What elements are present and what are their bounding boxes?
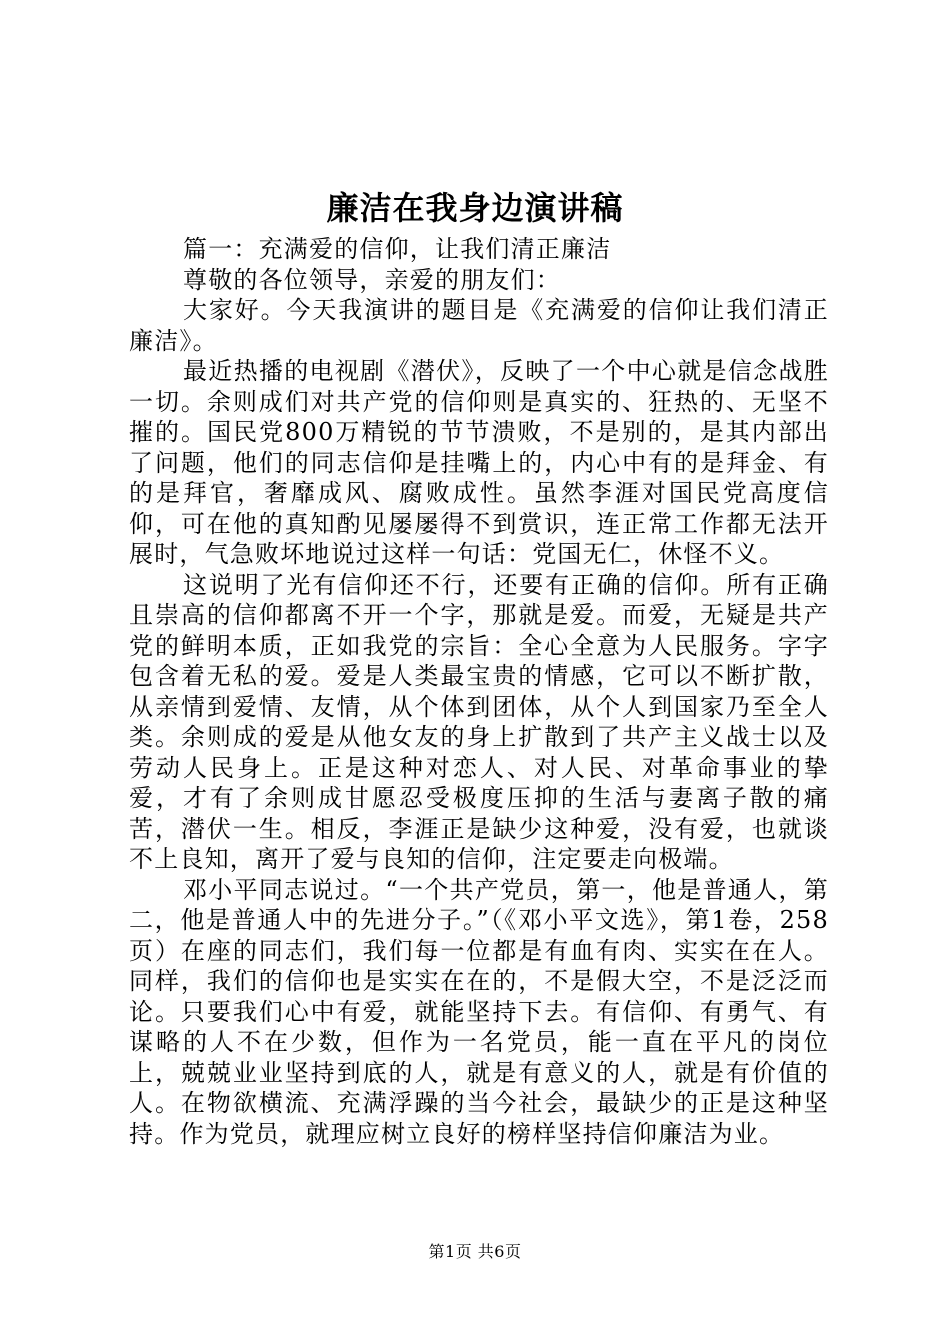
paragraph-love-belief: 这说明了光有信仰还不行，还要有正确的信仰。所有正确且崇高的信仰都离不开一个字，那就是爱。而爱，无疑是共产党的鲜明本质，正如我党的宗旨：全心全意为人民服务。字字包含着无私的爱。爱是人类最宝贵的情感，它可以不断扩散，从亲情到爱情、友情，从个体到团体，从个人到国家乃至全人类。余则成的爱是从他女友的身上扩散到了共产主义战士以及劳动人民身上。正是这种对恋人、对人民、对革命事业的挚爱，才有了余则成甘愿忍受极度压抑的生活与妻离子散的痛苦，潜伏一生。相反，李涯正是缺少这种爱，没有爱，也就谈不上良知，离开了爱与良知的信仰，注定要走向极端。	[129, 570, 829, 873]
page-number-footer: 第1页 共6页	[428, 1242, 522, 1261]
salutation: 尊敬的各位领导，亲爱的朋友们：	[183, 265, 561, 294]
section-heading: 篇一：充满爱的信仰，让我们清正廉洁	[183, 235, 612, 263]
document-title: 廉洁在我身边演讲稿	[326, 189, 624, 227]
paragraph-greeting: 大家好。今天我演讲的题目是《充满爱的信仰让我们清正廉洁》。	[129, 296, 829, 355]
paragraph-qianfu: 最近热播的电视剧《潜伏》，反映了一个中心就是信念战胜一切。余则成们对共产党的信仰则是真实的、狂热的、无坚不摧的。国民党800万精锐的节节溃败，不是别的，是其内部出了问题，他们的同志信仰是挂嘴上的，内心中有的是拜金、有的是拜官，奢靡成风、腐败成性。虽然李涯对国民党高度信仰，可在他的真知酌见屡屡得不到赏识，连正常工作都无法开展时，气急败坏地说过这样一句话：党国无仁，休怪不义。	[129, 357, 829, 568]
document-body	[129, 234, 829, 1149]
paragraph-deng-quote: 邓小平同志说过。“一个共产党员，第一，他是普通人，第二，他是普通人中的先进分子。”（《邓小平文选》，第1卷，258页）在座的同志们，我们每一位都是有血有肉、实实在在人。同样，我们的信仰也是实实在在的，不是假大空，不是泛泛而论。只要我们心中有爱，就能坚持下去。有信仰、有勇气、有谋略的人不在少数，但作为一名党员，能一直在平凡的岗位上，兢兢业业坚持到底的人，就是有意义的人，就是有价值的人。在物欲横流、充满浮躁的当今社会，最缺少的正是这种坚持。作为党员，就理应树立良好的榜样坚持信仰廉洁为业。	[129, 875, 829, 1148]
